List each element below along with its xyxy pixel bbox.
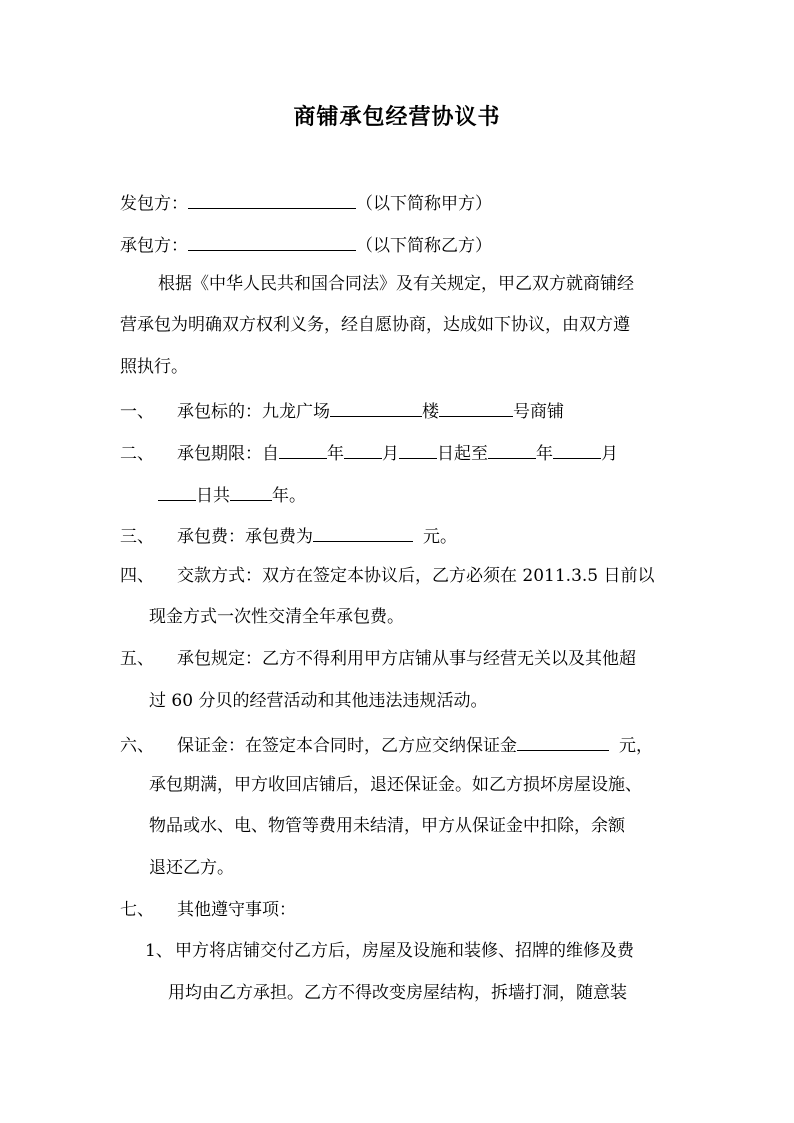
clause-text: 月 bbox=[601, 444, 618, 464]
party-b-line bbox=[120, 232, 492, 257]
clause-5-cont: 过 60 分贝的经营活动和其他违法违规活动。 bbox=[149, 691, 488, 711]
clause-text: 月 bbox=[382, 444, 399, 464]
end-year-blank[interactable] bbox=[488, 440, 536, 459]
clause-text: 号商铺 bbox=[513, 402, 564, 422]
clause-4 bbox=[120, 565, 655, 587]
clause-text: 承包费：承包费为 bbox=[177, 527, 313, 547]
clause-number: 二、 bbox=[120, 444, 154, 464]
party-b-blank[interactable] bbox=[188, 232, 356, 251]
clause-6 bbox=[120, 732, 653, 757]
clause-7 bbox=[120, 899, 296, 921]
clause-5 bbox=[120, 648, 636, 670]
clause-4-cont: 现金方式一次性交清全年承包费。 bbox=[149, 607, 404, 627]
party-a-line bbox=[120, 190, 492, 215]
sub-clause-number: 1、 bbox=[145, 941, 173, 961]
clause-text: 承包规定：乙方不得利用甲方店铺从事与经营无关以及其他超 bbox=[177, 649, 636, 669]
clause-number: 四、 bbox=[120, 566, 154, 586]
clause-text: 日起至 bbox=[437, 444, 488, 464]
clause-6-cont-1: 承包期满，甲方收回店铺后，退还保证金。如乙方损坏房屋设施、 bbox=[149, 775, 642, 795]
preamble-line-2: 营承包为明确双方权利义务，经自愿协商，达成如下协议，由双方遵 bbox=[120, 315, 630, 335]
clause-text: 日共 bbox=[196, 486, 230, 506]
clause-3 bbox=[120, 523, 457, 548]
clause-text: 甲方将店铺交付乙方后，房屋及设施和装修、招牌的维修及费 bbox=[175, 941, 634, 961]
document-title: 商铺承包经营协议书 bbox=[293, 104, 501, 130]
end-day-blank[interactable] bbox=[158, 482, 196, 501]
clause-number: 五、 bbox=[120, 649, 154, 669]
clause-6-cont-3: 退还乙方。 bbox=[149, 858, 234, 878]
clause-number: 七、 bbox=[120, 900, 154, 920]
clause-text: 年 bbox=[327, 444, 344, 464]
clause-text: 元， bbox=[619, 736, 653, 756]
start-day-blank[interactable] bbox=[399, 440, 437, 459]
clause-7-1-cont: 用均由乙方承担。乙方不得改变房屋结构，拆墙打洞，随意装 bbox=[168, 983, 627, 1003]
floor-blank[interactable] bbox=[330, 398, 422, 417]
party-b-note: （以下简称乙方） bbox=[356, 236, 492, 256]
clause-text: 年 bbox=[536, 444, 553, 464]
end-month-blank[interactable] bbox=[553, 440, 601, 459]
preamble-line-1: 根据《中华人民共和国合同法》及有关规定，甲乙双方就商铺经 bbox=[158, 274, 634, 294]
party-b-label: 承包方： bbox=[120, 236, 188, 256]
party-a-label: 发包方： bbox=[120, 194, 188, 214]
start-year-blank[interactable] bbox=[279, 440, 327, 459]
clause-text: 保证金：在签定本合同时，乙方应交纳保证金 bbox=[177, 736, 517, 756]
deposit-blank[interactable] bbox=[517, 732, 609, 751]
clause-text: 楼 bbox=[422, 402, 439, 422]
clause-text: 元。 bbox=[423, 527, 457, 547]
party-a-note: （以下简称甲方） bbox=[356, 194, 492, 214]
clause-2 bbox=[120, 440, 618, 465]
clause-2-cont bbox=[158, 482, 306, 507]
clause-text: 承包期限：自 bbox=[177, 444, 279, 464]
clause-text: 承包标的：九龙广场 bbox=[177, 402, 330, 422]
start-month-blank[interactable] bbox=[344, 440, 382, 459]
clause-1 bbox=[120, 398, 564, 423]
clause-number: 六、 bbox=[120, 736, 154, 756]
clause-text: 其他遵守事项： bbox=[177, 900, 296, 920]
clause-number: 一、 bbox=[120, 402, 154, 422]
clause-6-cont-2: 物品或水、电、物管等费用未结清，甲方从保证金中扣除，余额 bbox=[149, 816, 625, 836]
total-years-blank[interactable] bbox=[230, 482, 272, 501]
clause-7-1 bbox=[145, 940, 634, 962]
preamble-line-3: 照执行。 bbox=[120, 357, 188, 377]
clause-text: 交款方式：双方在签定本协议后，乙方必须在 2011.3.5 日前以 bbox=[177, 566, 655, 586]
clause-text: 年。 bbox=[272, 486, 306, 506]
shop-number-blank[interactable] bbox=[439, 398, 513, 417]
fee-blank[interactable] bbox=[313, 523, 413, 542]
clause-number: 三、 bbox=[120, 527, 154, 547]
party-a-blank[interactable] bbox=[188, 190, 356, 209]
